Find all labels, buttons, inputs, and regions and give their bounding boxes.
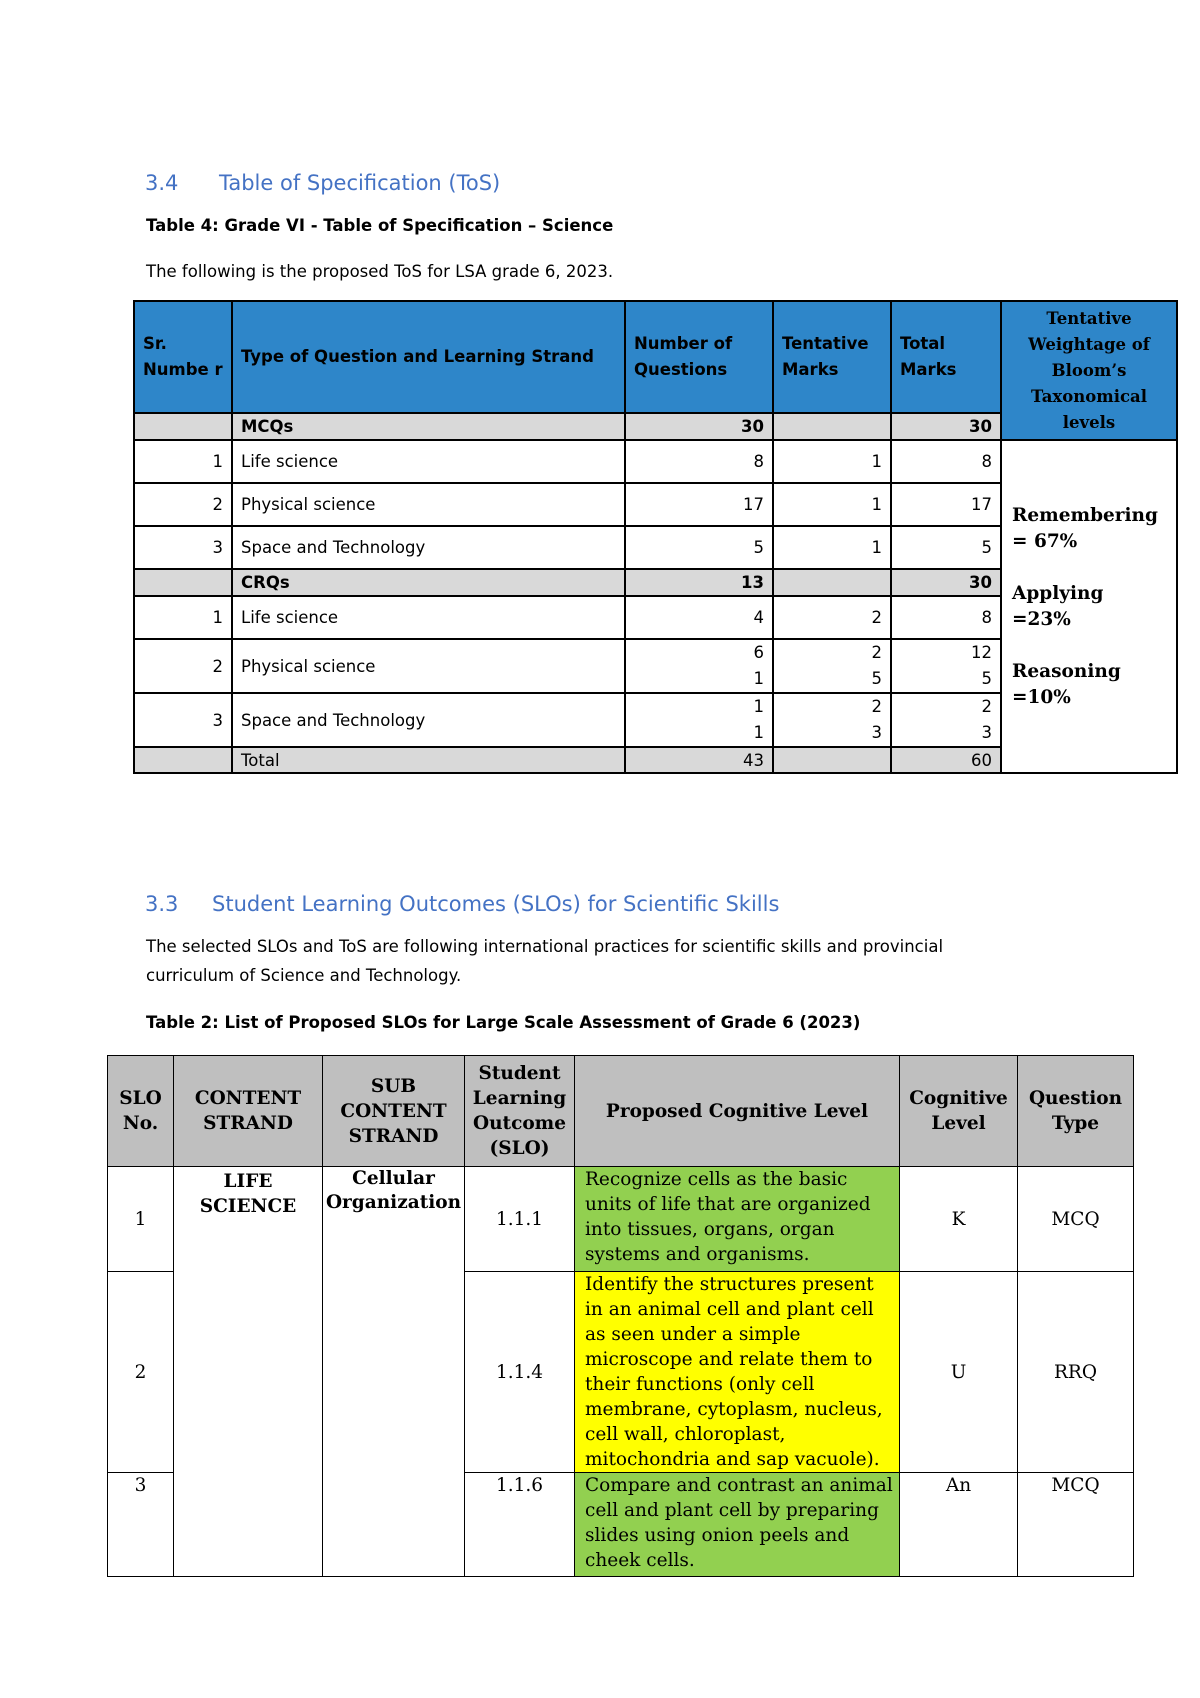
section-title: Table of Specification (ToS) <box>219 171 501 195</box>
row-total: 8 <box>891 440 1001 483</box>
section-number: 3.3 <box>145 892 179 916</box>
bloom-weights <box>1001 440 1177 773</box>
row-marks <box>773 693 891 747</box>
tos-intro: The following is the proposed ToS for LSA grade 6, 2023. <box>146 262 614 281</box>
question-type: MCQ <box>1018 1167 1134 1272</box>
row-total <box>891 693 1001 747</box>
value-b: 1 <box>753 669 764 688</box>
question-type: MCQ <box>1018 1473 1134 1577</box>
outcome-text: Compare and contrast an animal cell and plant cell by preparing slides using onion peels and cheek cells. <box>575 1473 900 1577</box>
value-b: 5 <box>871 669 882 688</box>
header-sr: Sr. Numbe r <box>134 301 232 413</box>
tos-header-row <box>134 301 1177 413</box>
header-type: Type of Question and Learning Strand <box>232 301 625 413</box>
row-questions <box>625 639 773 693</box>
value-b: 5 <box>981 669 992 688</box>
crq-questions: 13 <box>625 569 773 596</box>
outcome-code: 1.1.4 <box>465 1272 575 1473</box>
row-strand: Physical science <box>232 483 625 526</box>
total-label: Total <box>232 747 625 773</box>
header-slo-no: SLO No. <box>108 1056 174 1167</box>
row-sr: 3 <box>134 526 232 569</box>
row-marks <box>773 639 891 693</box>
header-num-questions: Number of Questions <box>625 301 773 413</box>
outcome-text: Recognize cells as the basic units of life that are organized into tissues, organs, organ systems and organisms. <box>575 1167 900 1272</box>
sub-content-strand: Cellular Organization <box>323 1167 465 1577</box>
slo-number: 3 <box>108 1473 174 1577</box>
total-questions: 43 <box>625 747 773 773</box>
outcome-code: 1.1.1 <box>465 1167 575 1272</box>
value-a: 1 <box>753 697 764 716</box>
bloom-reasoning: Reasoning =10% <box>1012 660 1121 708</box>
header-sub-content-strand: SUB CONTENT STRAND <box>323 1056 465 1167</box>
row-total: 5 <box>891 526 1001 569</box>
row-total: 8 <box>891 596 1001 639</box>
row-sr: 1 <box>134 596 232 639</box>
row-questions: 5 <box>625 526 773 569</box>
value-a: 2 <box>981 697 992 716</box>
value-b: 3 <box>981 723 992 742</box>
mcq-label: MCQs <box>232 413 625 440</box>
section-title: Student Learning Outcomes (SLOs) for Scientific Skills <box>212 892 780 916</box>
tos-table <box>133 300 1178 774</box>
value-b: 1 <box>753 723 764 742</box>
value-b: 3 <box>871 723 882 742</box>
header-cognitive-level: Cognitive Level <box>900 1056 1018 1167</box>
cognitive-level: An <box>900 1473 1018 1577</box>
question-type: RRQ <box>1018 1272 1134 1473</box>
row-total: 17 <box>891 483 1001 526</box>
row-questions: 17 <box>625 483 773 526</box>
slo-number: 2 <box>108 1272 174 1473</box>
mcq-questions: 30 <box>625 413 773 440</box>
slo-table <box>107 1055 1134 1577</box>
header-outcome-code: Student Learning Outcome (SLO) <box>465 1056 575 1167</box>
row-questions: 4 <box>625 596 773 639</box>
header-content-strand: CONTENT STRAND <box>174 1056 323 1167</box>
row-marks: 1 <box>773 483 891 526</box>
content-strand: LIFE SCIENCE <box>174 1167 323 1577</box>
cognitive-level: U <box>900 1272 1018 1473</box>
row-sr: 2 <box>134 639 232 693</box>
section-number: 3.4 <box>145 171 179 195</box>
value-a: 6 <box>753 643 764 662</box>
total-marks: 60 <box>891 747 1001 773</box>
header-total-marks: Total Marks <box>891 301 1001 413</box>
crq-label: CRQs <box>232 569 625 596</box>
value-a: 2 <box>871 643 882 662</box>
mcq-total: 30 <box>891 413 1001 440</box>
row-strand: Space and Technology <box>232 693 625 747</box>
row-sr: 2 <box>134 483 232 526</box>
slo-intro-line2: curriculum of Science and Technology. <box>146 966 462 985</box>
section-slo-heading <box>145 892 779 916</box>
row-strand: Life science <box>232 440 625 483</box>
row-sr: 1 <box>134 440 232 483</box>
crq-total: 30 <box>891 569 1001 596</box>
slo-caption: Table 2: List of Proposed SLOs for Large Scale Assessment of Grade 6 (2023) <box>146 1013 861 1032</box>
slo-header-row <box>108 1056 1134 1167</box>
bloom-remembering: Remembering = 67% <box>1012 504 1158 552</box>
outcome-text: Identify the structures present in an animal cell and plant cell as seen under a simple microscope and relate them to their functions (only cell membrane, cytoplasm, nucleus, cell wall, chloroplast, mitochondria and sap vacuole). <box>575 1272 900 1473</box>
bloom-applying: Applying =23% <box>1012 582 1104 630</box>
row-sr: 3 <box>134 693 232 747</box>
value-a: 12 <box>971 643 992 662</box>
header-question-type: Question Type <box>1018 1056 1134 1167</box>
tos-caption: Table 4: Grade VI - Table of Specification – Science <box>146 216 614 235</box>
header-bloom: Tentative Weightage of Bloom’s Taxonomical levels <box>1001 301 1177 440</box>
row-marks: 1 <box>773 440 891 483</box>
row-strand: Space and Technology <box>232 526 625 569</box>
header-tentative-marks: Tentative Marks <box>773 301 891 413</box>
row-questions <box>625 693 773 747</box>
cognitive-level: K <box>900 1167 1018 1272</box>
slo-number: 1 <box>108 1167 174 1272</box>
table-row <box>134 440 1177 483</box>
row-strand: Life science <box>232 596 625 639</box>
table-row <box>108 1167 1134 1272</box>
row-total <box>891 639 1001 693</box>
header-proposed-level: Proposed Cognitive Level <box>575 1056 900 1167</box>
outcome-code: 1.1.6 <box>465 1473 575 1577</box>
section-tos-heading <box>145 171 500 195</box>
value-a: 2 <box>871 697 882 716</box>
row-marks: 2 <box>773 596 891 639</box>
row-marks: 1 <box>773 526 891 569</box>
row-questions: 8 <box>625 440 773 483</box>
slo-intro-line1: The selected SLOs and ToS are following international practices for scientific skills and provincial <box>146 937 944 956</box>
row-strand: Physical science <box>232 639 625 693</box>
